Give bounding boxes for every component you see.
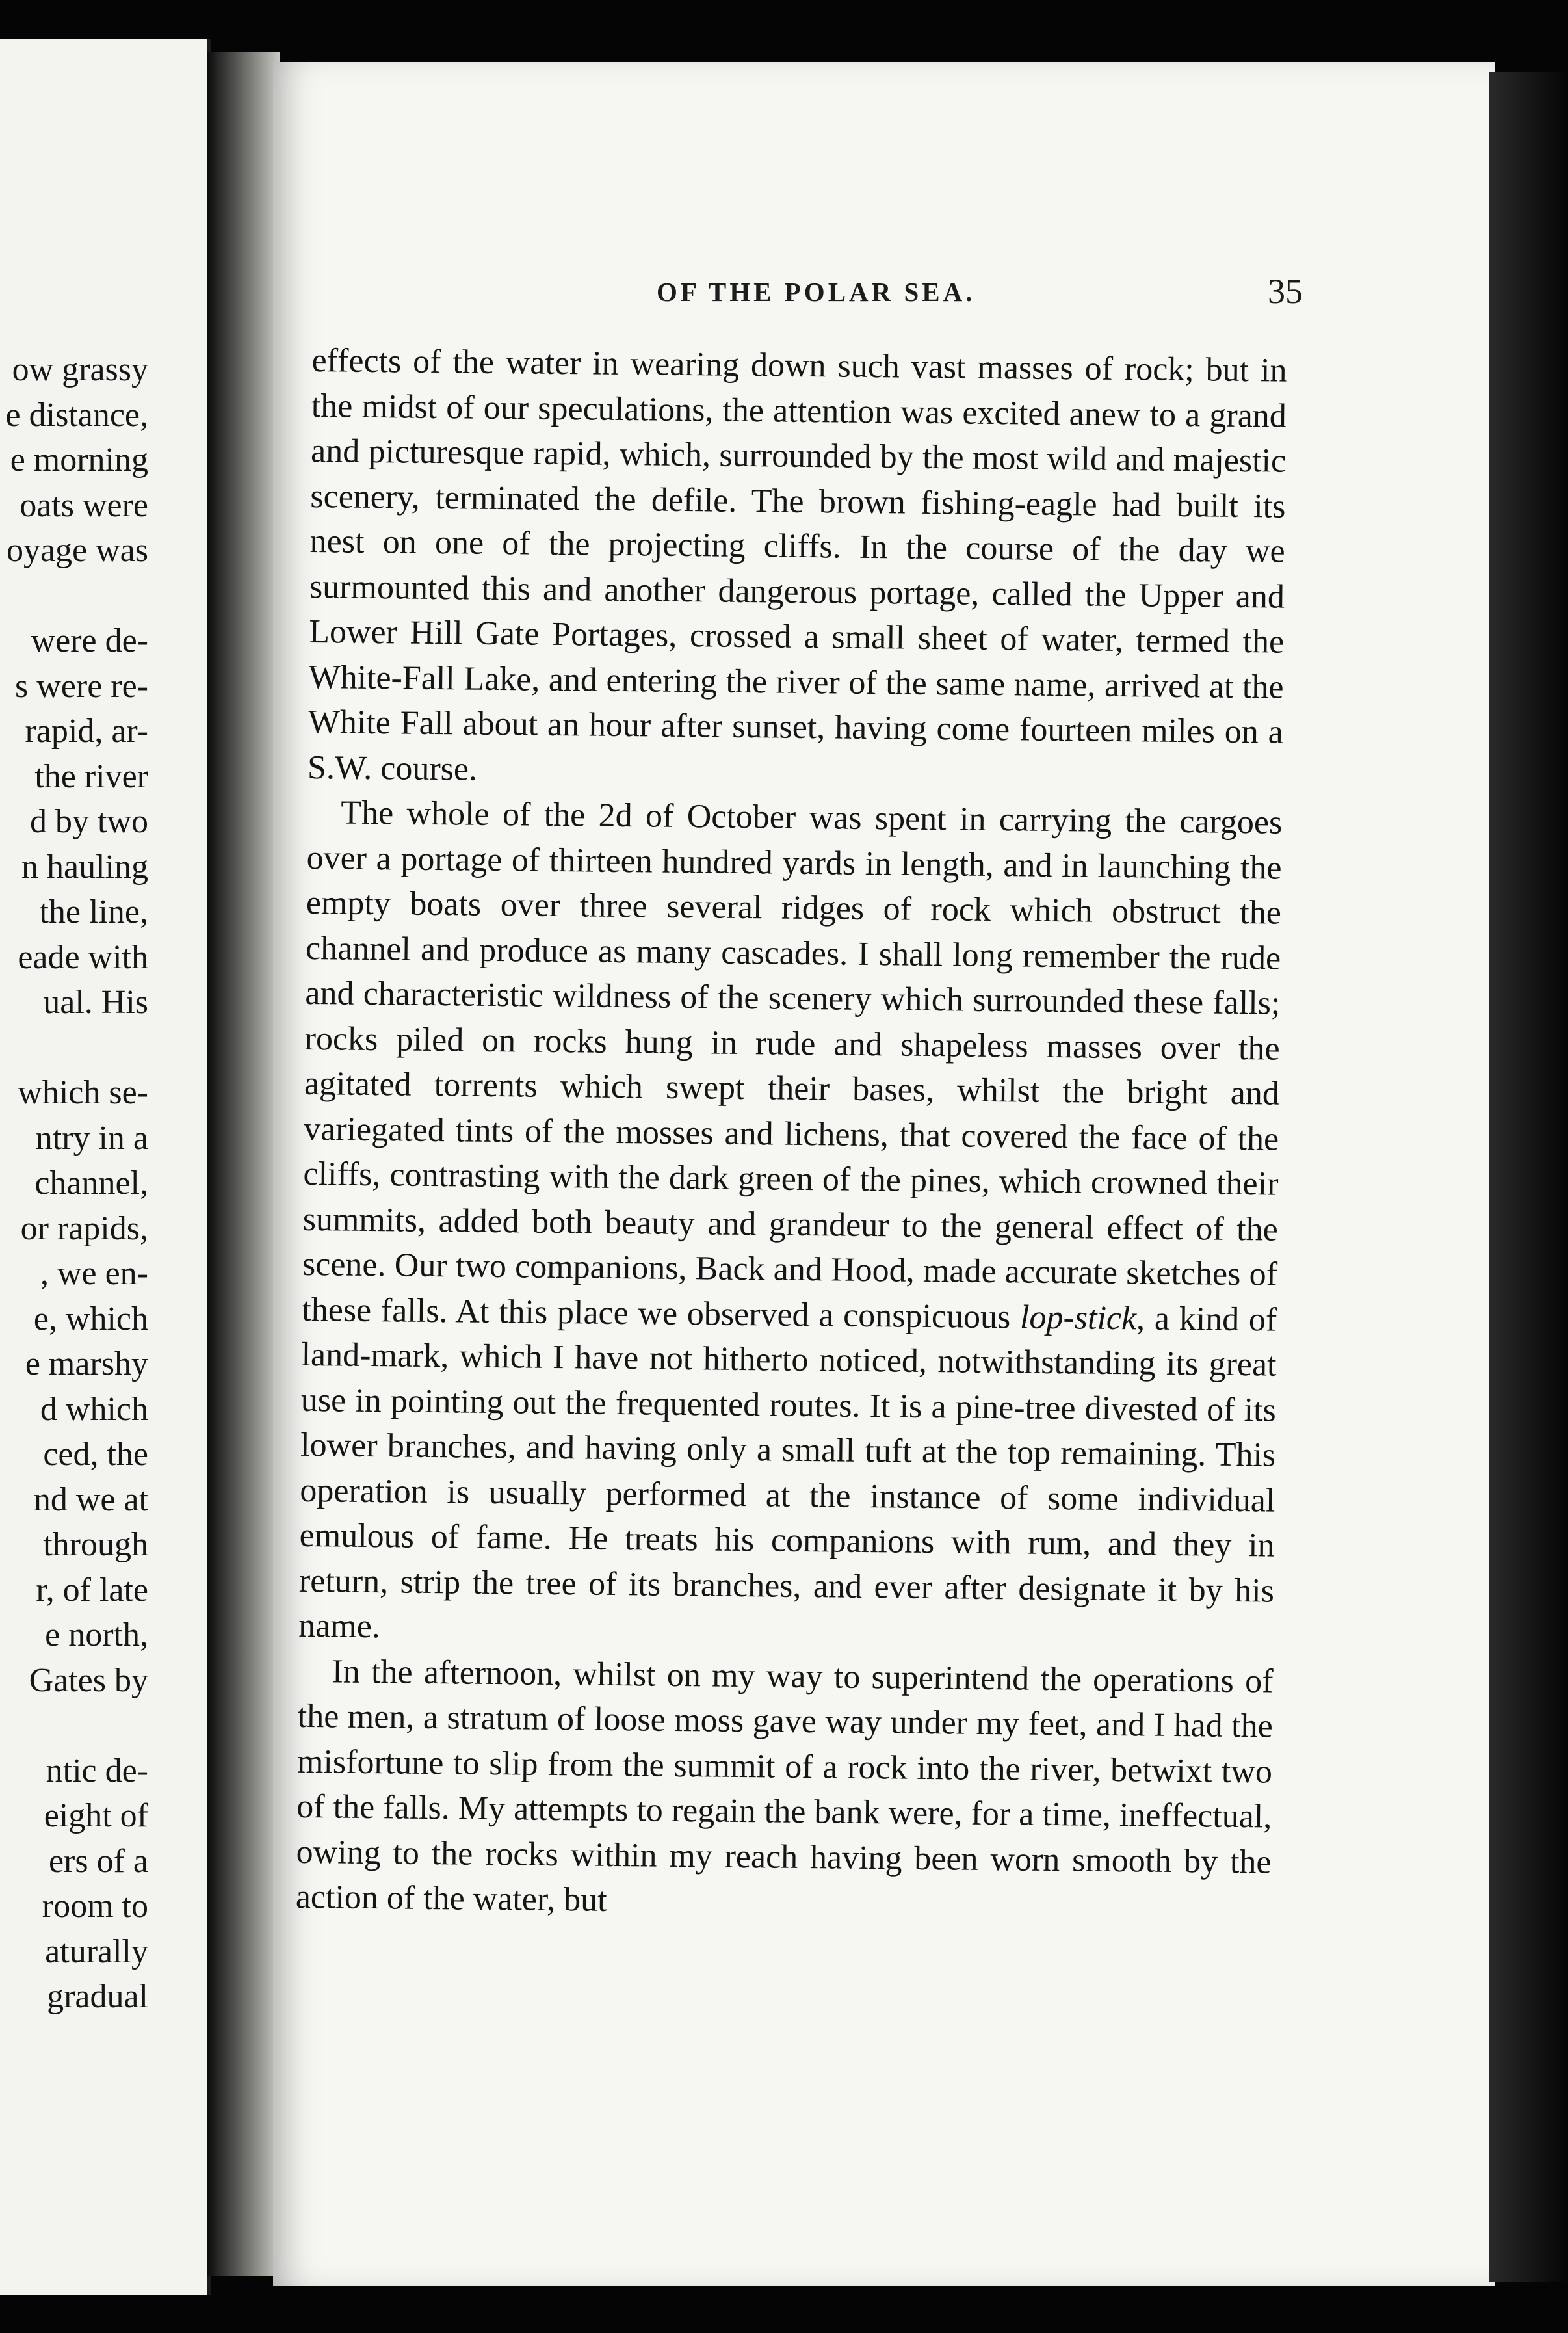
left-page-line: d by two bbox=[30, 803, 148, 840]
left-page-line: room to bbox=[42, 1888, 148, 1925]
left-page-line: the river bbox=[34, 758, 148, 795]
page-right-edge-shadow bbox=[1489, 72, 1568, 2282]
running-header bbox=[273, 272, 1495, 322]
left-page-line: ntry in a bbox=[35, 1119, 148, 1157]
left-page-line: eade with bbox=[18, 938, 148, 976]
left-page-line: oyage was bbox=[6, 532, 148, 569]
left-page-line: Gates by bbox=[29, 1661, 148, 1699]
left-page-line: ced, the bbox=[43, 1436, 148, 1473]
left-page-line: channel, bbox=[34, 1165, 148, 1202]
body-text bbox=[296, 338, 1287, 1930]
left-page-line: gradual bbox=[47, 1978, 148, 2015]
running-header-title: OF THE POLAR SEA. bbox=[657, 277, 976, 307]
left-page-line: rapid, ar- bbox=[25, 713, 148, 750]
left-page-line bbox=[6, 573, 148, 619]
left-page-line: through bbox=[43, 1526, 148, 1563]
paragraph-2 bbox=[298, 790, 1283, 1659]
left-page-line: nd we at bbox=[33, 1481, 148, 1518]
left-page-line: , we en- bbox=[40, 1255, 148, 1292]
book-gutter-shadow bbox=[207, 52, 280, 2276]
italic-term-lop-stick: lop-stick bbox=[1019, 1298, 1137, 1337]
left-page-line: which se- bbox=[18, 1074, 148, 1111]
paragraph-2-text-before: The whole of the 2d of October was spent in carrying the cargoes over a portage of thirteen hundred yards in length, and in launching the empty boats over three several ridges of rock which obstruct the channel and produce as many cascades. I shall long remember the rude and characteristic wildness of the scenery which surrounded these falls; rocks piled on rocks hung in rude and shapeless masses over the agitated torrents which swept their bases, whilst the bright and variegated tints of the mosses and lichens, that covered the face of the cliffs, contrasting with the dark green of the pines, which crowned their summits, added both beauty and grandeur to the general effect of the scene. Our two companions, Back and Hood, made accurate sketches of these falls. At this place we observed a conspicuous bbox=[302, 794, 1283, 1336]
left-page-line: ow grassy bbox=[12, 351, 148, 388]
left-page-text-fragments bbox=[6, 347, 148, 2020]
page-number: 35 bbox=[1268, 272, 1303, 311]
paragraph-1: effects of the water in wearing down such vast masses of rock; but in the midst of our speculations, the attention was excited anew to a grand and picturesque rapid, which, surrounded by the most wild and majestic scenery, terminated the defile. The brown fishing-eagle had built its nest on one of the projecting cliffs. In the course of the day we surmounted this and another dangerous portage, called the Upper and Lower Hill Gate Portages, crossed a small sheet of water, termed the White-Fall Lake, and entering the river of the same name, arrived at the White Fall about an hour after sunset, having come fourteen miles on a S.W. course. bbox=[307, 341, 1287, 788]
left-page-line: d which bbox=[40, 1390, 148, 1428]
left-page-line: s were re- bbox=[15, 667, 148, 705]
left-page-line: e distance, bbox=[5, 396, 148, 434]
left-page-line: the line, bbox=[39, 893, 148, 930]
left-page-line bbox=[6, 1025, 148, 1071]
left-page-line: e morning bbox=[10, 442, 148, 479]
left-page-line: ntic de- bbox=[46, 1752, 148, 1789]
left-page-line: or rapids, bbox=[20, 1209, 148, 1247]
left-page-line: ual. His bbox=[43, 984, 148, 1021]
left-page-line: aturally bbox=[45, 1932, 148, 1970]
left-page-line: e north, bbox=[45, 1616, 148, 1654]
left-page-line: ers of a bbox=[48, 1842, 148, 1880]
left-page-line: were de- bbox=[31, 622, 148, 659]
paragraph-3: In the afternoon, whilst on my way to superintend the operations of the men, a stratum of loose moss gave way under my feet, and I had the misfortune to slip from the summit of a rock into the river, betwixt two of the falls. My attempts to regain the bank were, for a time, ineffectual, owing to the rocks within my reach having been worn smooth by the action of the water, but bbox=[295, 1652, 1274, 1919]
left-page-line: oats were bbox=[20, 486, 148, 524]
paragraph-2-text-after: , a kind of land-mark, which I have not hitherto noticed, notwithstanding its great use in pointing out the frequented routes. It is a pine-tree divested of its lower branches, and having only a small tuft at the top remaining. This operation is usually performed at the instance of some individual emulous of fame. He treats his companions with rum, and they in return, strip the tree of its branches, and ever after designate it by his name. bbox=[298, 1299, 1277, 1646]
left-page-line: r, of late bbox=[36, 1571, 148, 1609]
left-page-line bbox=[6, 1703, 148, 1748]
right-page bbox=[273, 62, 1495, 2286]
left-page-line: e, which bbox=[33, 1300, 148, 1338]
left-page-line: eight of bbox=[44, 1797, 148, 1834]
left-page-line: e marshy bbox=[25, 1345, 148, 1382]
left-facing-page bbox=[0, 39, 211, 2295]
left-page-line: n hauling bbox=[21, 848, 148, 886]
